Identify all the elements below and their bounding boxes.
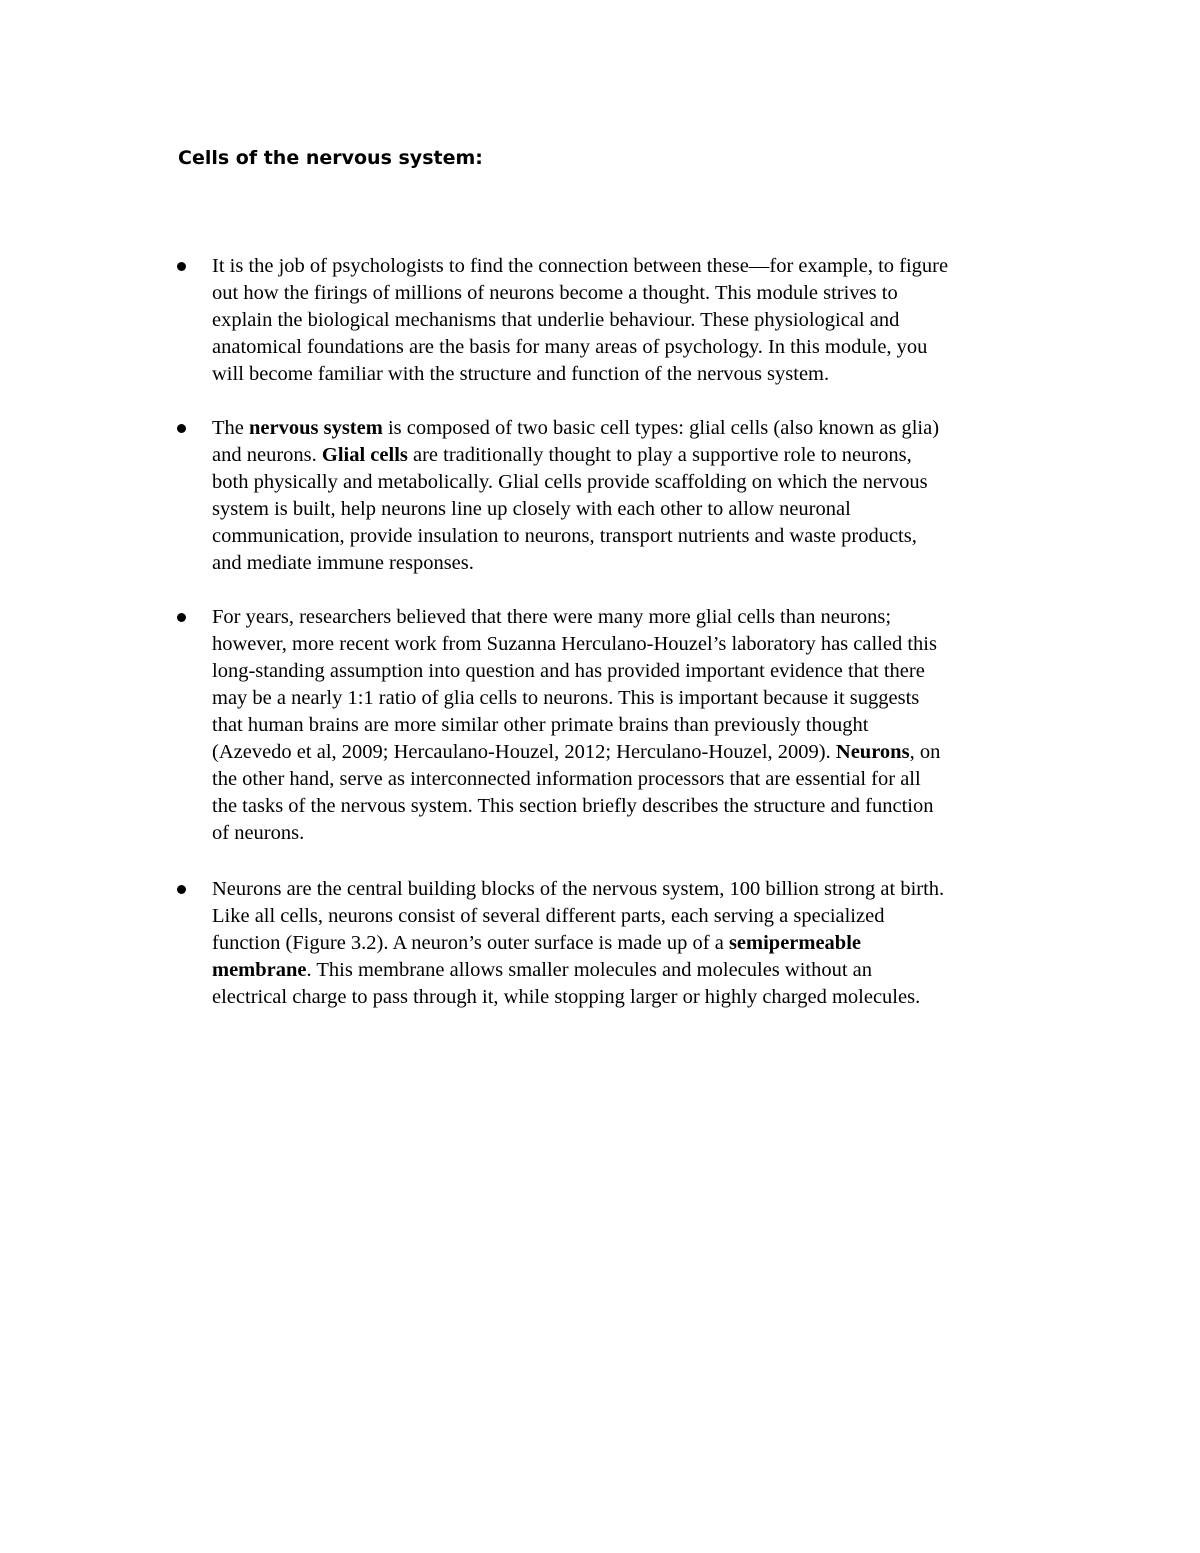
text-line: [212, 820, 1078, 847]
text-run: Like all cells, neurons consist of several different parts, each serving a specialized: [212, 905, 885, 927]
text-line: [212, 469, 1078, 496]
text-line: [212, 876, 1078, 903]
text-run: electrical charge to pass through it, while stopping larger or highly charged molecules.: [212, 986, 921, 1008]
bullet-icon: [177, 262, 186, 271]
text-run: will become familiar with the structure and function of the nervous system.: [212, 363, 830, 385]
text-run: , on: [909, 741, 941, 763]
page-title: Cells of the nervous system:: [178, 147, 483, 169]
text-run: anatomical foundations are the basis for many areas of psychology. In this module, you: [212, 336, 928, 358]
text-run: . This membrane allows smaller molecules and molecules without an: [306, 959, 873, 981]
text-run: communication, provide insulation to neurons, transport nutrients and waste products,: [212, 525, 917, 547]
bold-term: nervous system: [249, 417, 383, 439]
text-line: [212, 957, 1078, 984]
text-run: the other hand, serve as interconnected information processors that are essential for all: [212, 768, 921, 790]
text-line: [212, 523, 1078, 550]
bullet-icon: [177, 613, 186, 622]
text-run: system is built, help neurons line up closely with each other to allow neuronal: [212, 498, 851, 520]
text-line: [212, 307, 1078, 334]
text-run: function (Figure 3.2). A neuron’s outer surface is made up of a: [212, 932, 729, 954]
paragraph: [212, 604, 1078, 847]
text-line: [212, 631, 1078, 658]
text-run: is composed of two basic cell types: glial cells (also known as glia): [382, 417, 940, 439]
bullet-icon: [177, 885, 186, 894]
text-line: [212, 685, 1078, 712]
text-line: [212, 442, 1078, 469]
text-line: [212, 739, 1078, 766]
text-run: that human brains are more similar other primate brains than previously thought: [212, 714, 869, 736]
bold-term: Glial cells: [321, 444, 408, 466]
text-run: and neurons.: [212, 444, 322, 466]
bold-term: membrane: [212, 959, 307, 981]
text-run: may be a nearly 1:1 ratio of glia cells to neurons. This is important because it suggests: [212, 687, 920, 709]
text-run: (Azevedo et al, 2009; Hercaulano-Houzel, 2012; Herculano-Houzel, 2009).: [212, 741, 836, 763]
text-line: [212, 930, 1078, 957]
bold-term: Neurons: [835, 741, 910, 763]
text-line: [212, 712, 1078, 739]
text-line: [212, 415, 1078, 442]
paragraph: [212, 253, 1078, 388]
text-run: both physically and metabolically. Glial cells provide scaffolding on which the nervous: [212, 471, 928, 493]
text-line: [212, 496, 1078, 523]
text-line: [212, 550, 1078, 577]
text-run: however, more recent work from Suzanna Herculano-Houzel’s laboratory has called this: [212, 633, 937, 655]
list-item: [212, 253, 1078, 388]
list-item: [212, 604, 1078, 847]
text-line: [212, 903, 1078, 930]
paragraph: [212, 415, 1078, 577]
text-run: are traditionally thought to play a supportive role to neurons,: [407, 444, 912, 466]
bold-term: semipermeable: [728, 932, 862, 954]
text-run: Neurons are the central building blocks of the nervous system, 100 billion strong at birth.: [212, 878, 945, 900]
text-line: [212, 253, 1078, 280]
text-line: [212, 658, 1078, 685]
text-run: out how the firings of millions of neurons become a thought. This module strives to: [212, 282, 898, 304]
text-line: [212, 984, 1078, 1011]
text-run: For years, researchers believed that there were many more glial cells than neurons;: [212, 606, 892, 628]
text-line: [212, 793, 1078, 820]
text-run: long-standing assumption into question and has provided important evidence that there: [212, 660, 925, 682]
text-run: It is the job of psychologists to find the connection between these—for example, to figure: [212, 255, 949, 277]
bullet-icon: [177, 424, 186, 433]
list-item: [212, 876, 1078, 1011]
text-line: [212, 361, 1078, 388]
text-line: [212, 766, 1078, 793]
text-line: [212, 334, 1078, 361]
text-run: of neurons.: [212, 822, 305, 844]
list-item: [212, 415, 1078, 577]
text-line: [212, 280, 1078, 307]
text-run: The: [212, 417, 249, 439]
text-line: [212, 604, 1078, 631]
text-run: the tasks of the nervous system. This section briefly describes the structure and function: [212, 795, 934, 817]
text-run: and mediate immune responses.: [212, 552, 474, 574]
text-run: explain the biological mechanisms that underlie behaviour. These physiological and: [212, 309, 900, 331]
paragraph: [212, 876, 1078, 1011]
